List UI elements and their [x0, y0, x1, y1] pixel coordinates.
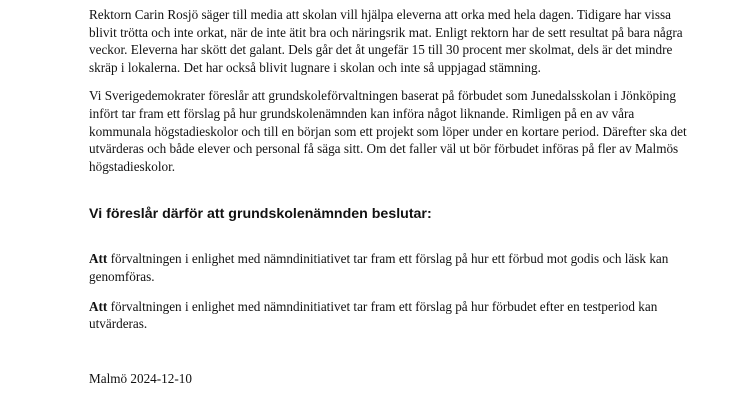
proposal-lead-1: Att [89, 251, 108, 267]
document-date: Malmö 2024-12-10 [89, 370, 192, 386]
proposal-heading: Vi föreslår därför att grundskolenämnden beslutar: [89, 206, 432, 223]
proposal-lead-2: Att [89, 298, 108, 314]
document-page [89, 6, 689, 387]
body-paragraph-1: Rektorn Carin Rosjö säger till media att skolan vill hjälpa eleverna att orka med hela dagen. Tidigare har vissa blivit trötta och inte orkat, när de inte ätit bra och näringsrik mat. Enligt rektorn har de sett resultat på bara några veckor. Eleverna har skött det galant. Dels går det åt ungefär 15 till 30 procent mer skolmat, dels är det mindre skräp i lokalerna. Det har också blivit lugnare i skolan och inte så uppjagad stämning. [89, 7, 683, 75]
proposal-text-1: förvaltningen i enlighet med nämndinitiativet tar fram ett förslag på hur ett förbud mot godis och läsk kan genomföras. [89, 251, 669, 284]
proposal-text-2: förvaltningen i enlighet med nämndinitiativet tar fram ett förslag på hur förbudet efter en testperiod kan utvärderas. [89, 298, 658, 332]
proposal-item-2 [89, 298, 689, 333]
body-paragraph-2: Vi Sverigedemokrater föreslår att grundskoleförvaltningen baserat på förbudet som Junedalsskolan i Jönköping infört tar fram ett förslag på hur grundskolenämnden kan införa något liknande. Rimligen på en av våra kommunala högstadieskolor och till en början som ett projekt som löper under en kortare period. Därefter ska det utvärderas och både elever och personal få säga sitt. Om det faller väl ut bör förbudet införas på fler av Malmös högstadieskolor. [89, 88, 687, 174]
proposal-item-1 [89, 250, 689, 285]
